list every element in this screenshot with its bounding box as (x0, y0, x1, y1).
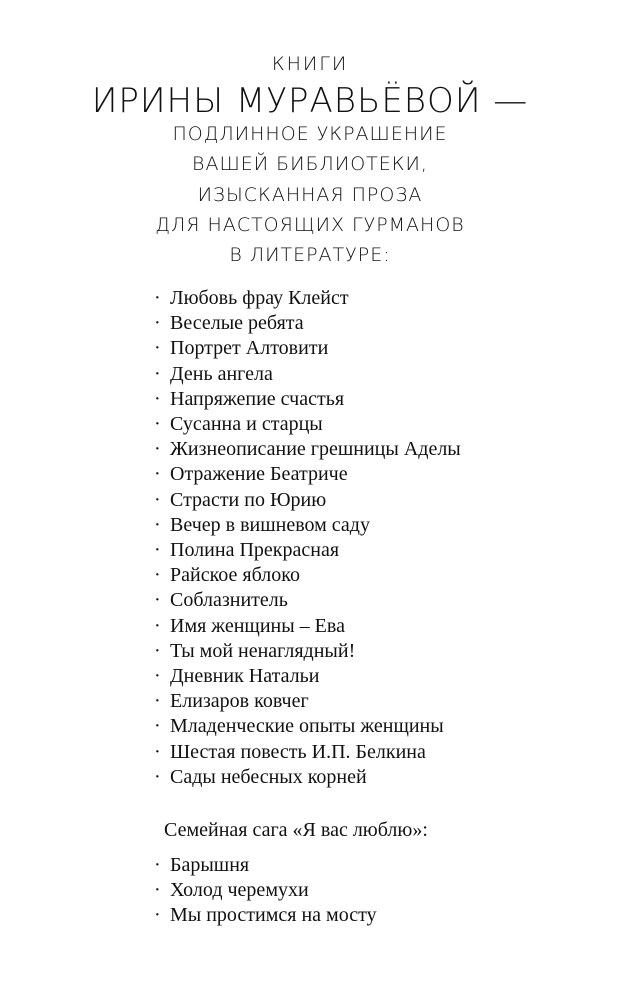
book-title: Мы простимся на мосту (170, 904, 377, 927)
bullet-icon: · (154, 513, 161, 536)
bullet-icon: · (154, 564, 161, 587)
list-item (154, 878, 377, 903)
header-line-7: В ЛИТЕРАТУРЕ: (229, 244, 391, 266)
list-item (154, 286, 461, 311)
list-item (154, 903, 377, 928)
bullet-icon: · (154, 879, 161, 902)
list-item (154, 614, 461, 639)
list-item (154, 462, 461, 487)
book-title: Портрет Алтовити (170, 337, 329, 360)
book-title: Младенческие опыты женщины (170, 715, 444, 738)
bullet-icon: · (154, 690, 161, 713)
book-title: Елизаров ковчег (170, 690, 309, 713)
bullet-icon: · (154, 904, 161, 927)
list-item (154, 588, 461, 613)
list-item (154, 311, 461, 336)
bullet-icon: · (154, 539, 161, 562)
bullet-icon: · (154, 438, 161, 461)
book-title: Жизнеописание грешницы Аделы (170, 438, 461, 461)
bullet-icon: · (154, 614, 161, 637)
bullet-icon: · (154, 362, 161, 385)
book-title: Имя женщины – Ева (170, 614, 345, 637)
saga-title: Семейная сага «Я вас люблю»: (164, 819, 428, 841)
book-title: Полина Прекрасная (170, 539, 340, 562)
book-title: Сусанна и старцы (170, 413, 323, 436)
list-item (154, 538, 461, 563)
list-item (154, 765, 461, 790)
bullet-icon: · (154, 488, 161, 511)
list-item (154, 714, 461, 739)
list-item (154, 387, 461, 412)
book-title: Ты мой ненаглядный! (170, 639, 356, 662)
bullet-icon: · (154, 740, 161, 763)
book-title: Шестая повесть И.П. Белкина (170, 740, 426, 763)
bullet-icon: · (154, 765, 161, 788)
bullet-icon: · (154, 589, 161, 612)
list-item (154, 488, 461, 513)
book-title: Барышня (170, 854, 250, 876)
book-title: Райское яблоко (170, 564, 300, 587)
list-item (154, 437, 461, 462)
header-line-6: ДЛЯ НАСТОЯЩИХ ГУРМАНОВ (155, 214, 465, 236)
book-title: Веселые ребята (170, 312, 304, 335)
list-item (154, 664, 461, 689)
book-title: Вечер в вишневом саду (170, 513, 370, 536)
header-line-books: КНИГИ (271, 53, 349, 75)
bullet-icon: · (154, 854, 161, 876)
list-item (154, 362, 461, 387)
list-item (154, 639, 461, 664)
list-item (154, 563, 461, 588)
header-line-3: ПОДЛИННОЕ УКРАШЕНИЕ (172, 123, 448, 145)
saga-book-list (154, 853, 377, 929)
book-title: Сады небесных корней (170, 765, 367, 788)
list-item (154, 740, 461, 765)
header-author-name: ИРИНЫ МУРАВЬЁВОЙ — (91, 81, 529, 121)
bullet-icon: · (154, 715, 161, 738)
bullet-icon: · (154, 287, 161, 309)
bullet-icon: · (154, 639, 161, 662)
book-title: Отражение Беатриче (170, 463, 348, 486)
book-title: Напряжепие счастья (170, 387, 345, 410)
bullet-icon: · (154, 463, 161, 486)
bullet-icon: · (154, 387, 161, 410)
list-item (154, 689, 461, 714)
book-list (154, 286, 461, 790)
bullet-icon: · (154, 665, 161, 688)
book-title: Любовь фрау Клейст (170, 287, 349, 309)
header-line-4: ВАШЕЙ БИБЛИОТЕКИ, (192, 153, 428, 175)
book-title: Холод черемухи (170, 879, 309, 902)
list-item (154, 853, 377, 878)
list-item (154, 336, 461, 361)
bullet-icon: · (154, 337, 161, 360)
bullet-icon: · (154, 312, 161, 335)
book-title: День ангела (170, 362, 273, 385)
list-item (154, 513, 461, 538)
bullet-icon: · (154, 413, 161, 436)
header-line-5: ИЗЫСКАННАЯ ПРОЗА (197, 184, 423, 206)
book-title: Дневник Натальи (170, 665, 320, 688)
book-title: Страсти по Юрию (170, 488, 327, 511)
list-item (154, 412, 461, 437)
book-title: Соблазнитель (170, 589, 288, 612)
